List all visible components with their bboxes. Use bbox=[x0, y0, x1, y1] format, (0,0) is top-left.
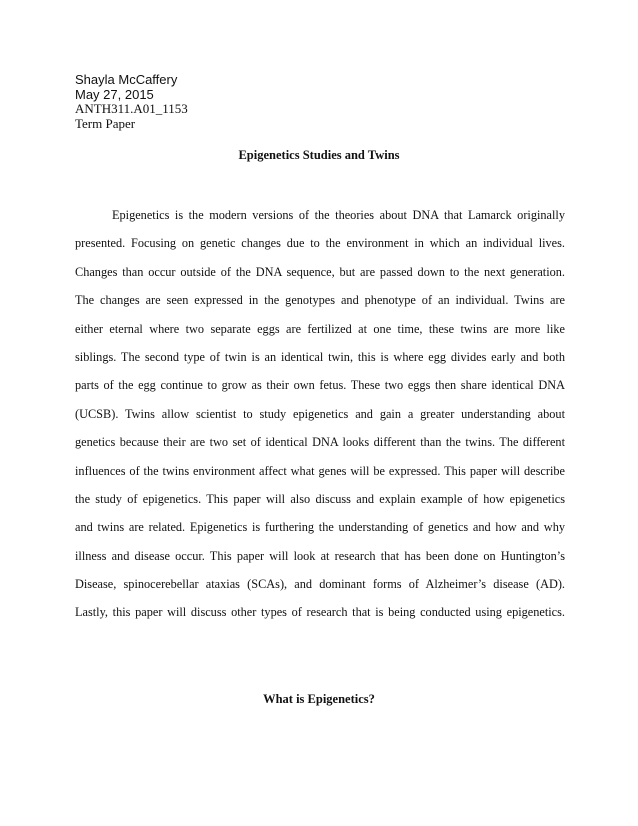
body-line: siblings. The second type of twin is an identical twin, this is where egg divides early and both bbox=[75, 349, 565, 364]
document-type: Term Paper bbox=[75, 115, 136, 131]
body-line: and twins are related. Epigenetics is furthering the understanding of genetics and how and why bbox=[75, 520, 565, 535]
body-line: Epigenetics is the modern versions of the theories about DNA that Lamarck originally bbox=[112, 208, 565, 222]
body-line: the study of epigenetics. This paper will also discuss and explain example of how epigenetics bbox=[75, 491, 565, 506]
date: May 27, 2015 bbox=[75, 86, 154, 102]
body-line: genetics because their are two set of identical DNA looks different than the twins. The different bbox=[75, 435, 565, 450]
body-line: parts of the egg continue to grow as their own fetus. These two eggs then share identical DNA bbox=[75, 378, 565, 393]
document-title: Epigenetics Studies and Twins bbox=[238, 148, 400, 162]
body-paragraph bbox=[75, 201, 565, 627]
body-line: influences of the twins environment affect what genes will be expressed. This paper will describe bbox=[75, 463, 565, 478]
course-code: ANTH311.A01_1153 bbox=[75, 101, 188, 116]
section-heading: What is Epigenetics? bbox=[263, 692, 375, 706]
body-line: Disease, spinocerebellar ataxias (SCAs), and dominant forms of Alzheimer’s disease (AD). bbox=[75, 577, 565, 592]
body-line: Changes than occur outside of the DNA sequence, but are passed down to the next generation. bbox=[75, 264, 565, 279]
author-name: Shayla McCaffery bbox=[75, 72, 178, 87]
body-line: illness and disease occur. This paper will look at research that has been done on Huntington’s bbox=[75, 548, 565, 563]
body-line: The changes are seen expressed in the genotypes and phenotype of an individual. Twins are bbox=[75, 293, 565, 308]
body-line: (UCSB). Twins allow scientist to study epigenetics and gain a greater understanding about bbox=[75, 406, 565, 421]
body-line: presented. Focusing on genetic changes due to the environment in which an individual lives. bbox=[75, 236, 565, 251]
body-line: Lastly, this paper will discuss other types of research that is being conducted using epigenetics. bbox=[75, 605, 565, 620]
header-block bbox=[75, 73, 188, 131]
body-line: either eternal where two separate eggs are fertilized at one time, these twins are more like bbox=[75, 321, 565, 336]
